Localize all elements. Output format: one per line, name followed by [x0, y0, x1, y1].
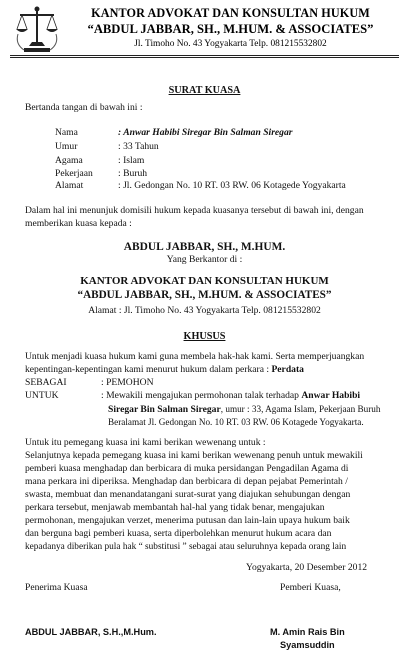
- letterhead-divider: [10, 55, 399, 56]
- authority-line: kepadanya diberikan pula hak “ substitusi ” sebagai atau seluruhnya kepada orang lain: [25, 542, 347, 552]
- attorney-office-label: Yang Berkantor di :: [166, 254, 243, 265]
- domicile-text-line1: Dalam hal ini menunjuk domisili hukum kepada kuasanya tersebut di bawah ini, dengan: [25, 205, 364, 216]
- letterhead-address: Jl. Timoho No. 43 Yogyakarta Telp. 081215532802: [134, 39, 327, 49]
- authority-line: Selanjutnya kepada pemegang kuasa ini kami berikan wewenang penuh untuk mewakili: [25, 450, 363, 461]
- sebagai-value: : PEMOHON: [101, 377, 154, 388]
- letterhead-divider-thin: [10, 57, 399, 58]
- grantor-signature-label: Pemberi Kuasa,: [280, 582, 341, 593]
- authority-line: swasta, membuat dan menandatangani surat-surat yang diajukan sehubungan dengan: [25, 489, 351, 500]
- letterhead-firm-name: “ABDUL JABBAR, SH., M.HUM. & ASSOCIATES”: [87, 22, 374, 36]
- untuk-label: UNTUK: [25, 390, 59, 401]
- authority-line: mana perkara ini diperiksa. Menghadap dan berbicara di depan pejabat Pemerintah /: [25, 476, 348, 487]
- attorney-name: ABDUL JABBAR, SH., M.HUM.: [123, 241, 286, 253]
- grantor-address-label: Alamat: [55, 180, 84, 191]
- grantor-signature-name-line1: M. Amin Rais Bin: [270, 627, 345, 637]
- authority-line: pemberi kuasa menghadap dan berbicara di muka persidangan Pengadilan Agama di: [25, 463, 349, 474]
- untuk-line1-prefix: : Mewakili mengajukan permohonan talak terhadap: [101, 390, 302, 401]
- purpose-text-line2: [25, 364, 304, 377]
- grantor-signature-name-line2: Syamsuddin: [280, 640, 335, 650]
- untuk-line2-rest: , umur : 33, Agama Islam, Pekerjaan Buruh: [220, 404, 381, 414]
- authority-line: permohonan, mengajukan verzet, menerima putusan dan lain-lain upaya hukum baik: [25, 515, 350, 526]
- place-date: Yogyakarta, 20 Desember 2012: [246, 562, 368, 573]
- scales-of-justice-icon: [14, 4, 60, 54]
- untuk-line2: [108, 403, 380, 417]
- untuk-line3: Beralamat Jl. Gedongan No. 10 RT. 03 RW. 06 Kotagede Yogyakarta.: [108, 417, 364, 427]
- domicile-text-line2: memberikan kuasa kepada :: [25, 218, 132, 229]
- case-type: Perdata: [271, 364, 304, 375]
- letterhead-office-name: KANTOR ADVOKAT DAN KONSULTAN HUKUM: [91, 6, 370, 20]
- authority-line: dan berguna bagi pemberi kuasa, serta diperbolehkan menurut hukum acara dan: [25, 528, 332, 539]
- authority-intro: Untuk itu pemegang kuasa ini kami berikan wewenang untuk :: [25, 437, 266, 448]
- grantor-religion-label: Agama: [55, 155, 83, 166]
- recipient-label: Penerima Kuasa: [25, 582, 88, 593]
- grantor-age-label: Umur: [55, 141, 78, 152]
- recipient-name: ABDUL JABBAR, S.H.,M.Hum.: [25, 627, 157, 637]
- grantor-occupation-value: : Buruh: [118, 168, 148, 179]
- sebagai-label: SEBAGAI: [25, 377, 67, 388]
- respondent-name-part1: Anwar Habibi: [301, 390, 361, 401]
- purpose-text-line1: Untuk menjadi kuasa hukum kami guna membela hak-hak kami. Serta memperjuangkan: [25, 351, 365, 362]
- intro-text: Bertanda tangan di bawah ini :: [25, 102, 143, 113]
- grantor-religion-value: : Islam: [118, 155, 145, 166]
- purpose-text-prefix: kepentingan-kepentingan kami menurut hukum dalam perkara :: [25, 364, 272, 375]
- document-title: SURAT KUASA: [168, 85, 241, 96]
- office-address: Alamat : Jl. Timoho No. 43 Yogyakarta Telp. 081215532802: [88, 305, 321, 316]
- grantor-address-value: : Jl. Gedongan No. 10 RT. 03 RW. 06 Kotagede Yogyakarta: [118, 180, 346, 191]
- grantor-name-label: Nama: [55, 127, 78, 138]
- office-name: KANTOR ADVOKAT DAN KONSULTAN HUKUM: [80, 275, 329, 287]
- grantor-occupation-label: Pekerjaan: [55, 168, 93, 179]
- khusus-heading: KHUSUS: [183, 331, 226, 342]
- untuk-line1: [101, 390, 360, 403]
- office-firm-name: “ABDUL JABBAR, SH., M.HUM. & ASSOCIATES”: [77, 289, 332, 301]
- grantor-age-value: : 33 Tahun: [118, 141, 159, 152]
- authority-line: perkara tersebut, menjawab membantah hal-hal yang tidak benar, mengajukan: [25, 502, 325, 513]
- respondent-name-part2: Siregar Bin Salman Siregar: [108, 404, 221, 415]
- grantor-name-value: : Anwar Habibi Siregar Bin Salman Siregar: [118, 127, 293, 138]
